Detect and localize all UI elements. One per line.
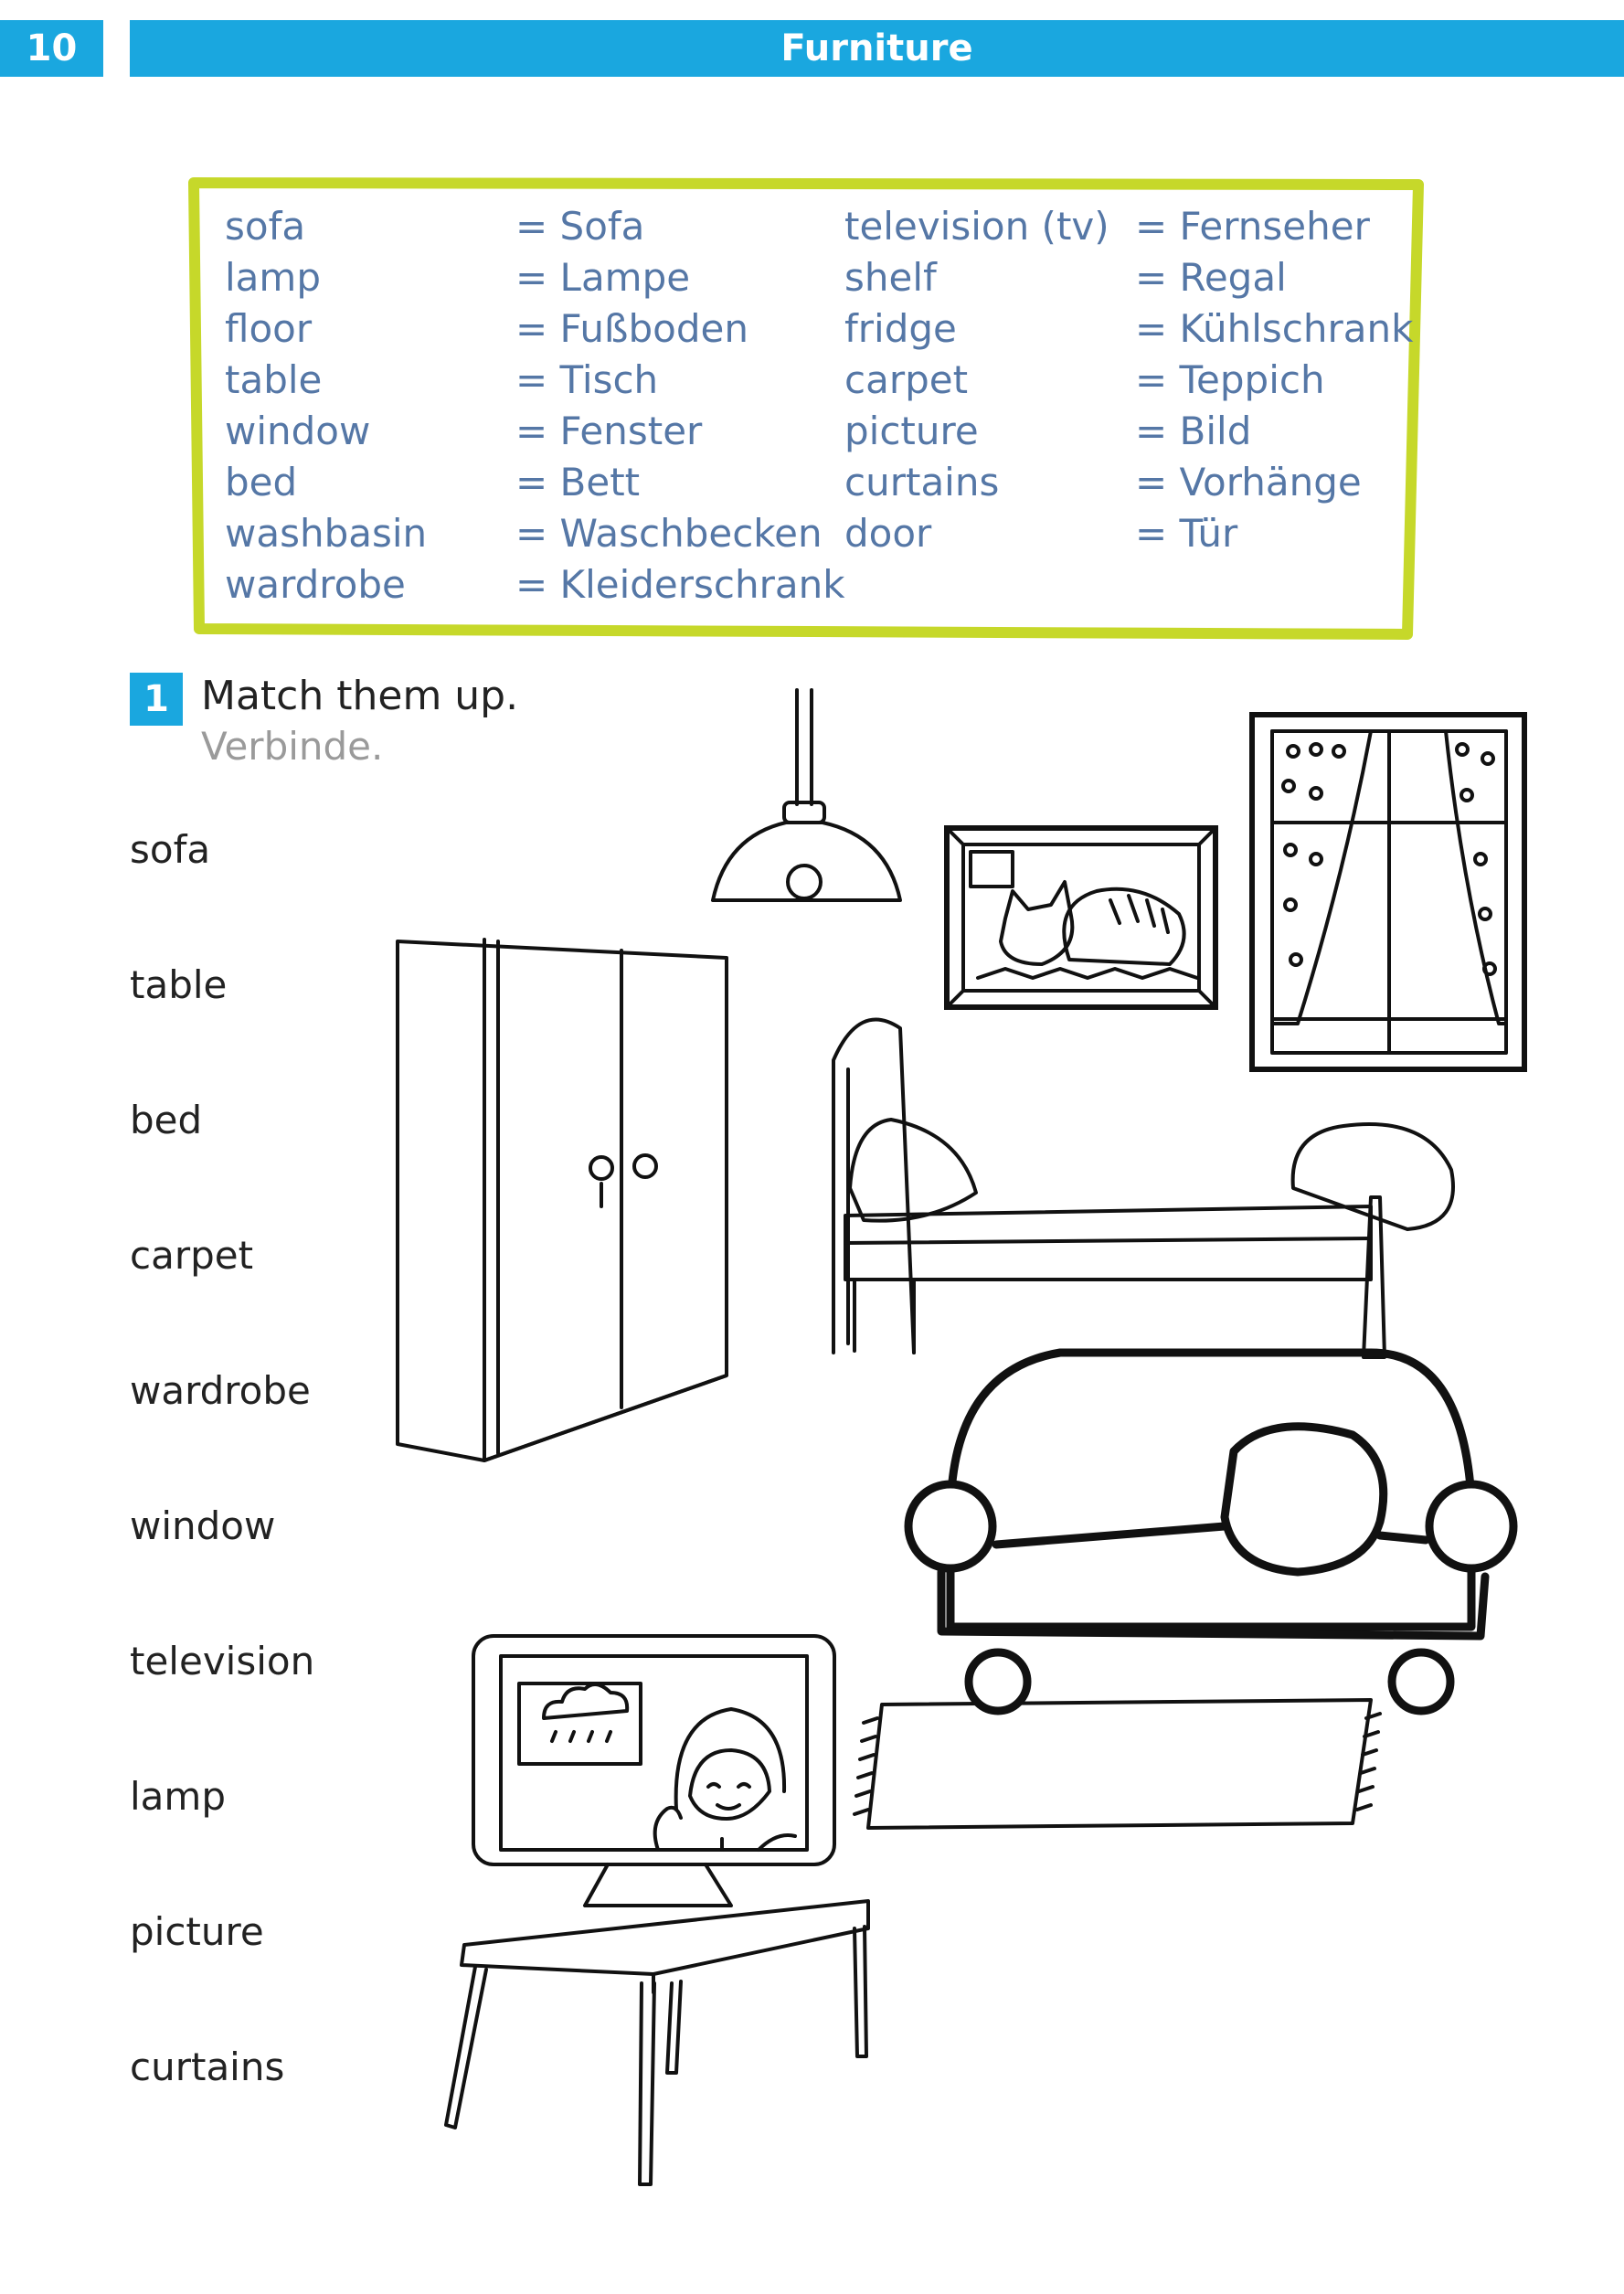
vocab-en: washbasin — [225, 511, 428, 556]
match-word[interactable]: sofa — [130, 827, 211, 872]
vocab-en: window — [225, 409, 371, 453]
task-title: Match them up. — [201, 673, 519, 719]
window-curtains-icon[interactable] — [1252, 715, 1524, 1069]
match-word[interactable]: lamp — [130, 1774, 226, 1819]
vocab-en: shelf — [844, 255, 937, 300]
vocab-en: curtains — [844, 460, 1000, 504]
vocab-en: bed — [225, 460, 298, 504]
vocab-de: = Fernseher — [1135, 204, 1370, 249]
match-word[interactable]: table — [130, 962, 228, 1007]
vocab-de: = Vorhänge — [1135, 460, 1362, 504]
carpet-icon[interactable] — [854, 1700, 1380, 1828]
vocab-de: = Regal — [1135, 255, 1287, 300]
vocab-en: table — [225, 357, 323, 402]
vocab-de: = Tür — [1135, 511, 1238, 556]
match-word[interactable]: picture — [130, 1909, 264, 1954]
vocab-en: door — [844, 511, 932, 556]
vocab-en: fridge — [844, 306, 957, 351]
vocab-en: television (tv) — [844, 204, 1109, 249]
picture-cat-icon[interactable] — [947, 828, 1215, 1007]
sofa-icon[interactable] — [908, 1353, 1513, 1711]
page-title: Furniture — [130, 20, 1624, 77]
vocab-de: = Tisch — [515, 357, 659, 402]
vocab-de: = Kühlschrank — [1135, 306, 1414, 351]
vocab-de: = Sofa — [515, 204, 645, 249]
match-word[interactable]: carpet — [130, 1233, 254, 1278]
vocab-de: = Bild — [1135, 409, 1252, 453]
wardrobe-icon[interactable] — [398, 940, 727, 1460]
match-word[interactable]: window — [130, 1503, 276, 1548]
vocab-de: = Fenster — [515, 409, 703, 453]
vocab-de: = Waschbecken — [515, 511, 823, 556]
task-number: 1 — [130, 673, 183, 726]
vocab-en: wardrobe — [225, 562, 406, 607]
television-icon[interactable] — [473, 1636, 834, 1906]
vocab-de: = Teppich — [1135, 357, 1325, 402]
vocab-en: carpet — [844, 357, 969, 402]
vocab-en: lamp — [225, 255, 321, 300]
match-word[interactable]: curtains — [130, 2044, 285, 2089]
match-word[interactable]: wardrobe — [130, 1368, 311, 1413]
vocab-en: picture — [844, 409, 979, 453]
match-word[interactable]: television — [130, 1639, 315, 1683]
lamp-icon[interactable] — [713, 690, 900, 900]
vocab-de: = Fußboden — [515, 306, 748, 351]
vocab-en: sofa — [225, 204, 306, 249]
vocab-en: floor — [225, 306, 313, 351]
task-subtitle: Verbinde. — [201, 724, 384, 769]
tv-table-icon[interactable] — [446, 1901, 868, 2184]
vocab-de: = Bett — [515, 460, 641, 504]
page-number: 10 — [0, 20, 103, 77]
match-word[interactable]: bed — [130, 1098, 203, 1142]
vocab-de: = Kleiderschrank — [515, 562, 845, 607]
vocab-de: = Lampe — [515, 255, 691, 300]
